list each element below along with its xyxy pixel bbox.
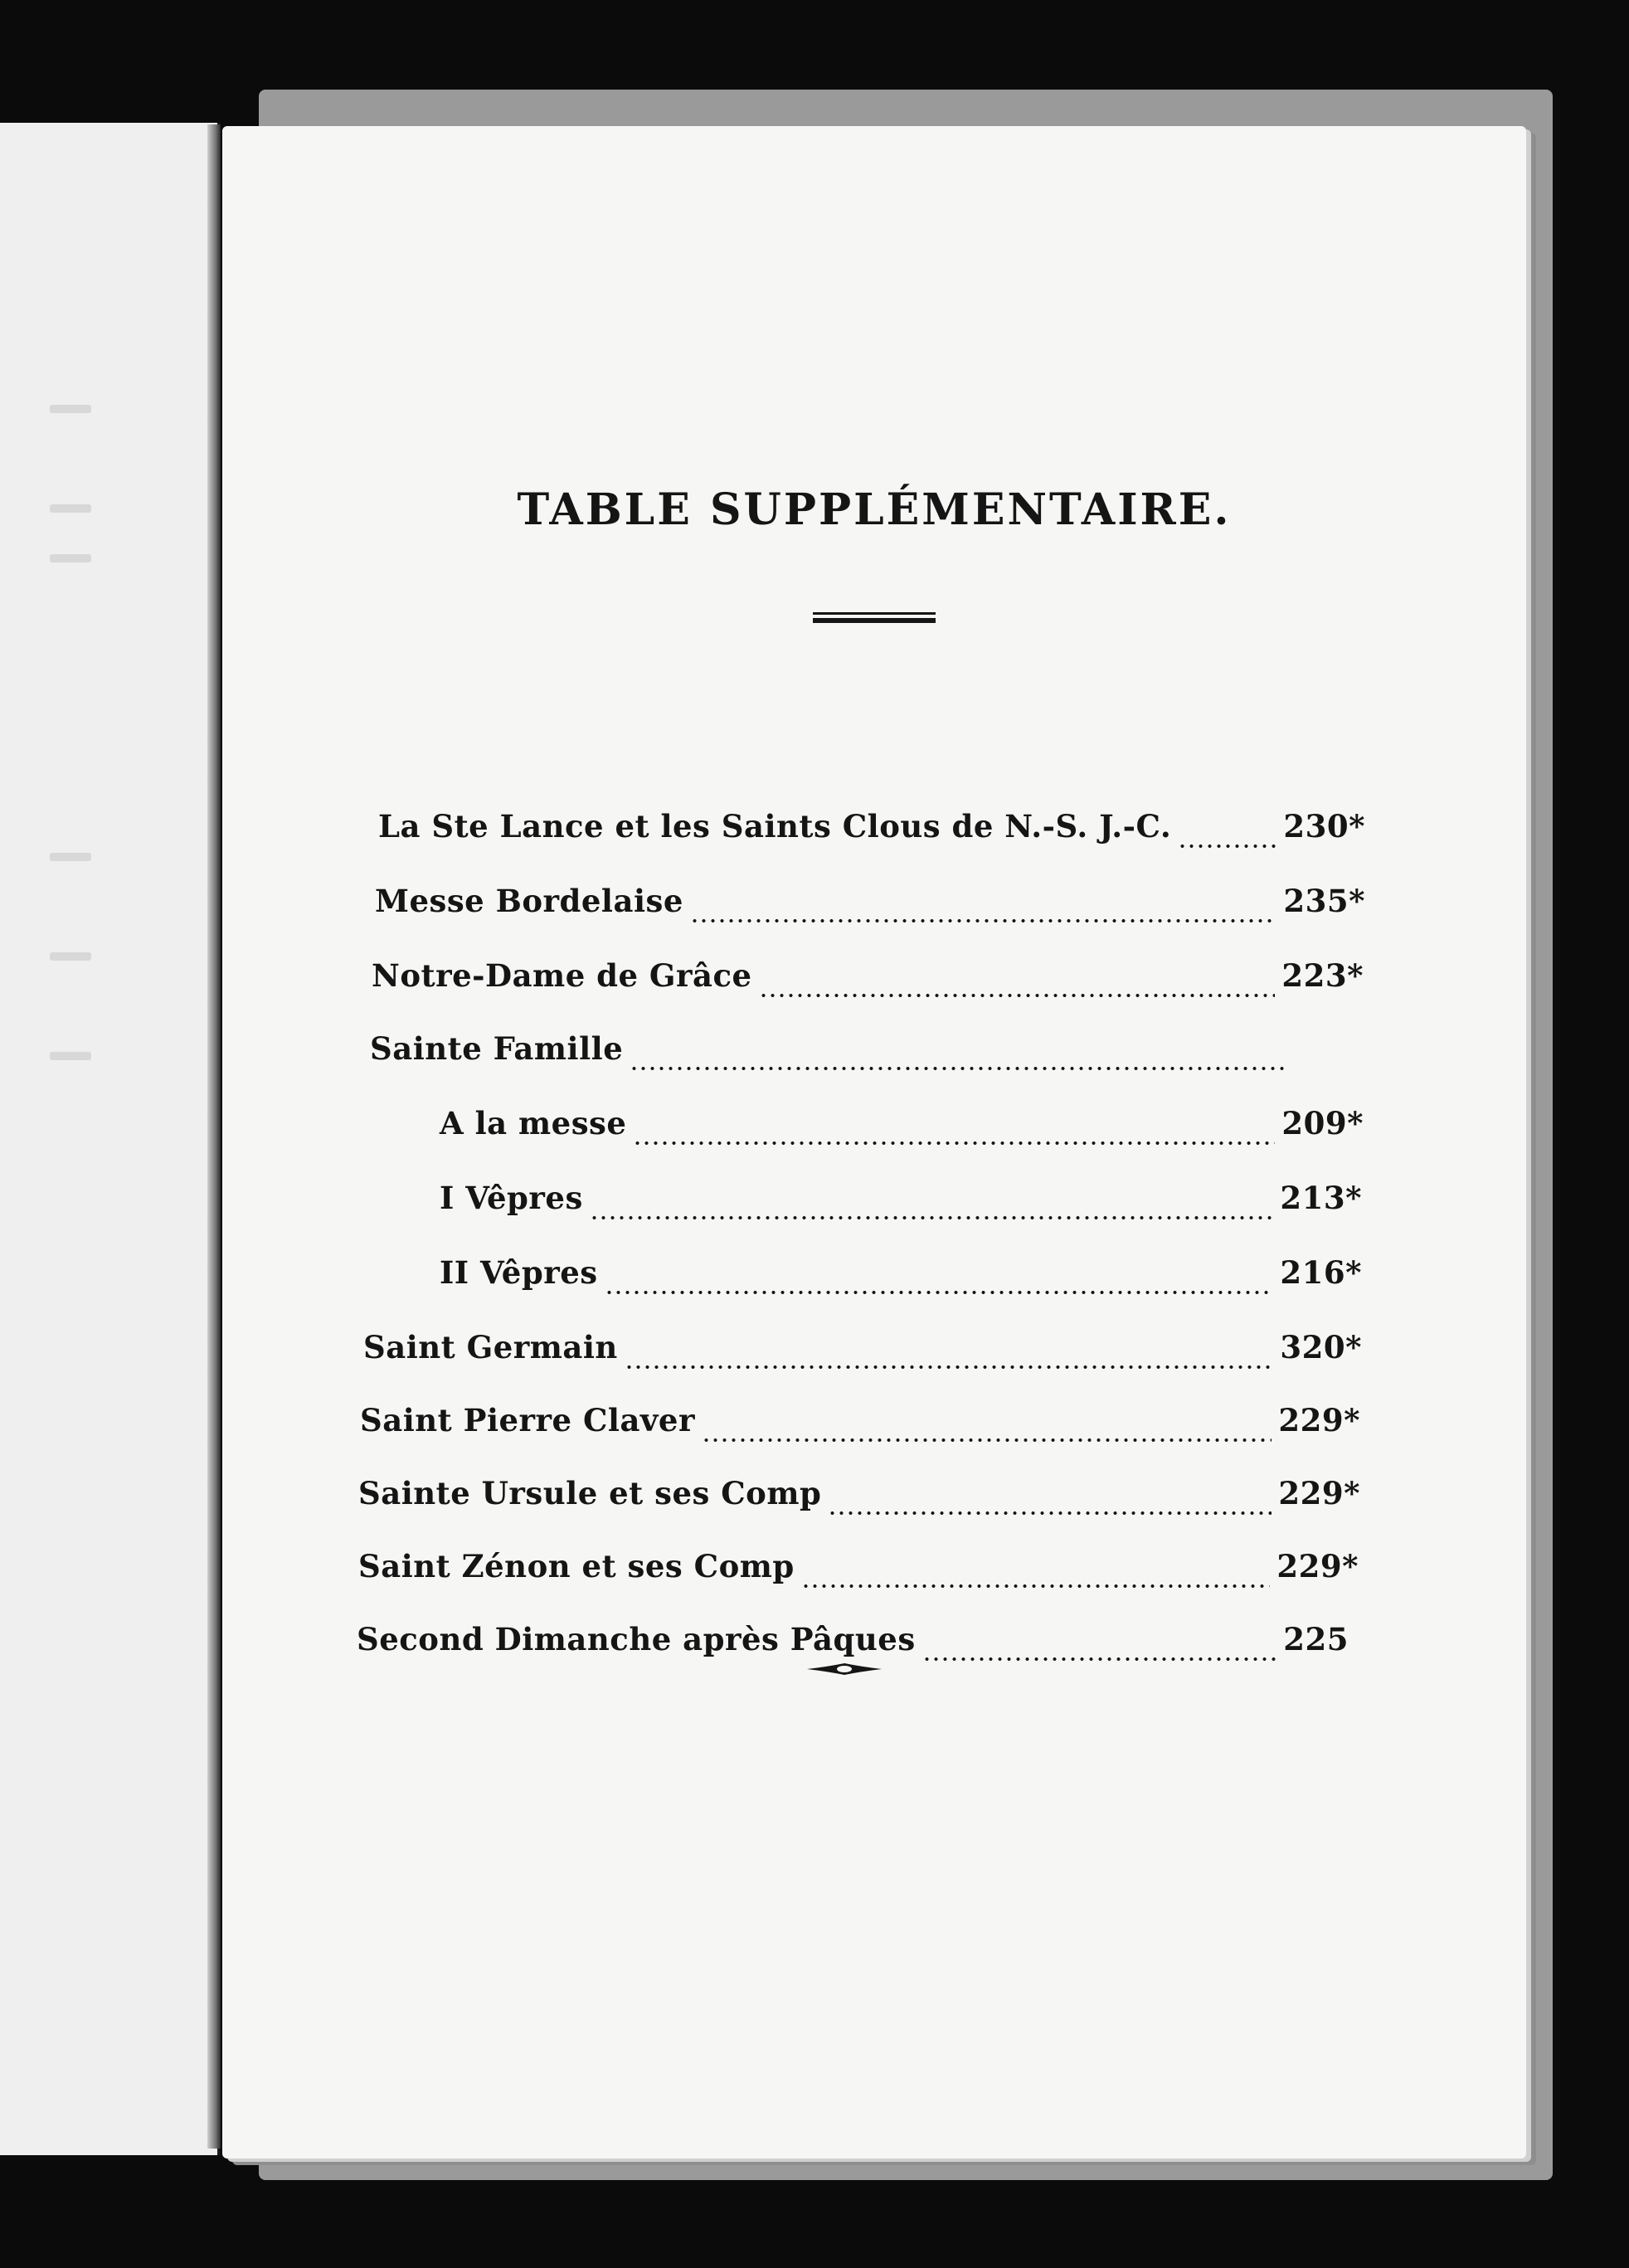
toc-entry-page: 225 xyxy=(1283,1621,1349,1657)
toc-entry xyxy=(370,1030,1291,1080)
toc-entry xyxy=(440,1254,1362,1304)
dot-leader xyxy=(1178,843,1276,849)
dot-leader xyxy=(828,1510,1272,1516)
toc-entry-label: Sainte Ursule et ses Comp xyxy=(358,1475,822,1511)
toc-entry-label: Notre-Dame de Grâce xyxy=(372,957,752,994)
toc-entry-page: 230* xyxy=(1283,808,1365,844)
toc-entry xyxy=(375,883,1365,932)
dot-leader xyxy=(590,1214,1274,1221)
book-spine-gutter xyxy=(207,124,221,2149)
facing-left-page xyxy=(0,123,220,2155)
page-title: TABLE SUPPLÉMENTAIRE. xyxy=(517,484,1232,535)
toc-entry-label: Saint Pierre Claver xyxy=(360,1402,695,1438)
toc-entry xyxy=(363,1329,1362,1379)
bleed-through-mark xyxy=(50,504,91,513)
toc-entry-label: Sainte Famille xyxy=(370,1030,624,1067)
dot-leader xyxy=(801,1583,1271,1589)
toc-entry-page: 209* xyxy=(1281,1105,1364,1141)
bleed-through-mark xyxy=(50,554,91,562)
bleed-through-mark xyxy=(50,405,91,413)
toc-entry-page: 235* xyxy=(1283,883,1365,919)
dot-leader xyxy=(690,917,1277,924)
bleed-through-mark xyxy=(50,1052,91,1060)
toc-entry xyxy=(440,1180,1362,1229)
toc-entry-page: 213* xyxy=(1280,1180,1362,1216)
end-ornament-icon xyxy=(807,1657,882,1682)
toc-entry-label: Second Dimanche après Pâques xyxy=(357,1621,916,1657)
dot-leader xyxy=(625,1364,1274,1370)
dot-leader xyxy=(702,1437,1272,1443)
toc-entry-label: Messe Bordelaise xyxy=(375,883,683,919)
bleed-through-mark xyxy=(50,952,91,961)
dot-leader xyxy=(633,1140,1275,1146)
toc-entry xyxy=(358,1548,1359,1598)
toc-entry xyxy=(360,1402,1360,1452)
toc-entry-page: 229* xyxy=(1276,1548,1359,1584)
toc-entry-label: I Vêpres xyxy=(440,1180,583,1216)
toc-entry-label: II Vêpres xyxy=(440,1254,598,1291)
toc-entry-page: 229* xyxy=(1278,1475,1360,1511)
toc-entry xyxy=(358,1475,1360,1525)
toc-entry-label: Saint Zénon et ses Comp xyxy=(358,1548,795,1584)
toc-entry-label: Saint Germain xyxy=(363,1329,618,1365)
toc-entry xyxy=(372,957,1364,1007)
toc-entry-label: La Ste Lance et les Saints Clous de N.-S. J.-C. xyxy=(378,808,1172,844)
right-page xyxy=(222,126,1526,2158)
dot-leader xyxy=(922,1656,1276,1662)
toc-entry-page: 320* xyxy=(1280,1329,1362,1365)
toc-entry-page: 216* xyxy=(1280,1254,1362,1291)
dot-leader xyxy=(605,1289,1274,1296)
bleed-through-mark xyxy=(50,853,91,861)
toc-entry xyxy=(440,1105,1364,1155)
toc-entry-label: A la messe xyxy=(440,1105,627,1141)
dot-leader xyxy=(630,1065,1284,1072)
toc-entry xyxy=(378,808,1365,858)
table-of-contents xyxy=(222,126,1526,2158)
toc-entry-page: 223* xyxy=(1281,957,1364,994)
toc-entry-page: 229* xyxy=(1278,1402,1360,1438)
dot-leader xyxy=(759,992,1276,999)
